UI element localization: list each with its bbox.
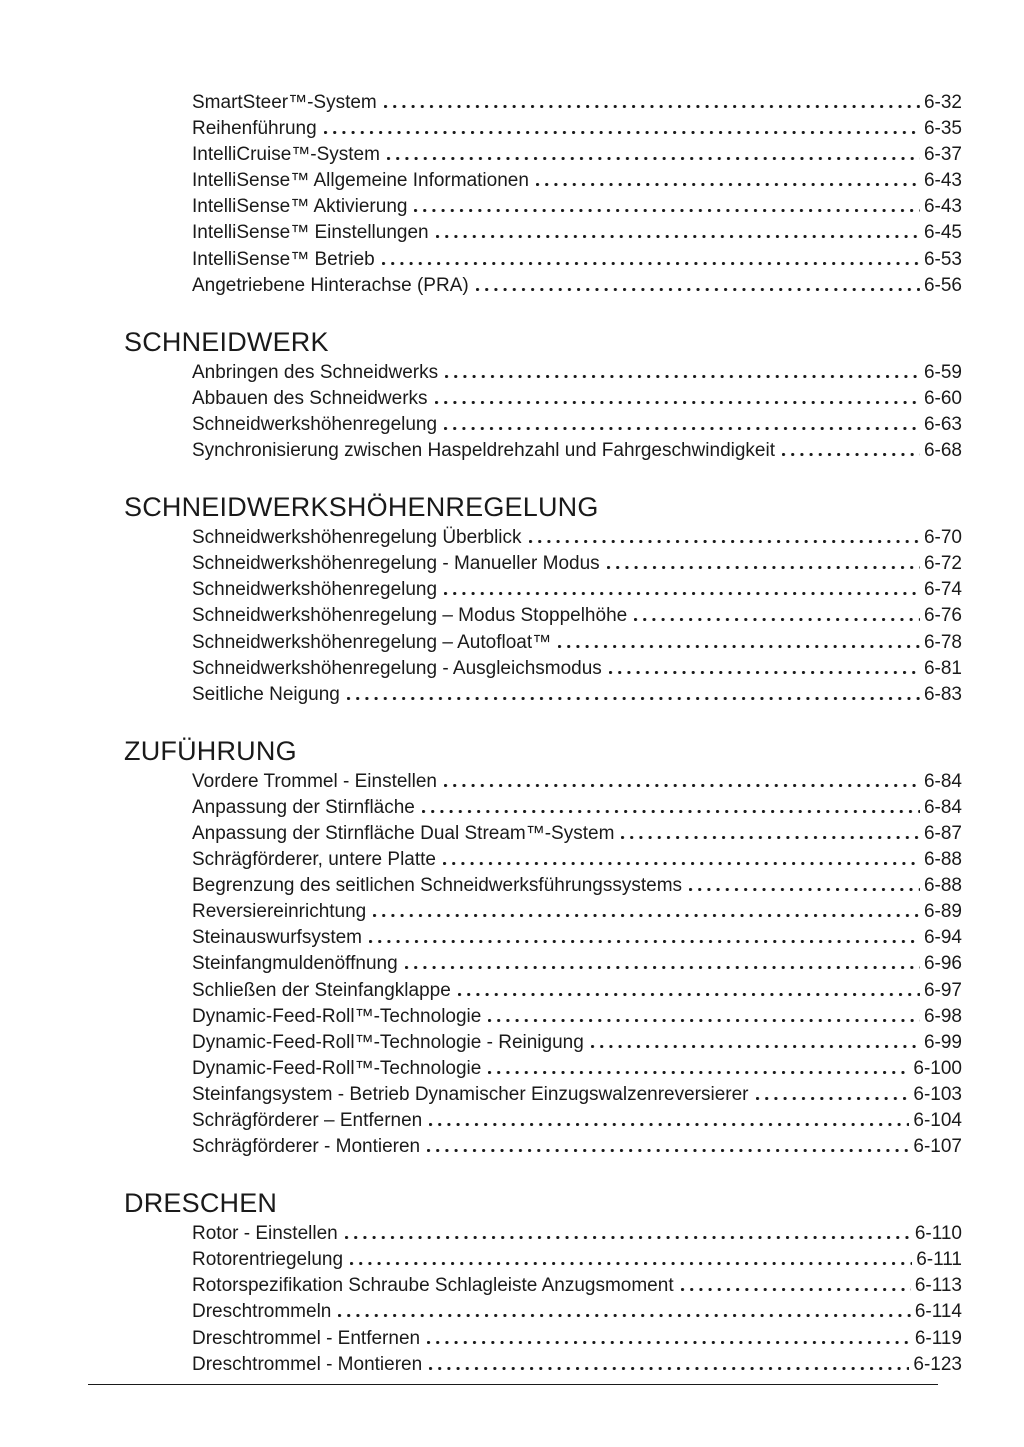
toc-entry-page: 6-119 xyxy=(914,1327,962,1349)
toc-entry xyxy=(192,1108,962,1134)
toc-entry xyxy=(192,1134,962,1160)
toc-entry-page: 6-74 xyxy=(923,579,962,601)
dot-leader xyxy=(445,375,920,378)
toc-entry-page: 6-60 xyxy=(923,387,962,409)
dot-leader xyxy=(488,1071,909,1074)
toc-entry xyxy=(192,1352,962,1378)
toc-entry-title: Schrägförderer - Montieren xyxy=(192,1136,421,1158)
toc-entry-page: 6-59 xyxy=(923,361,962,383)
toc-entry xyxy=(192,438,962,464)
dot-leader xyxy=(689,888,920,891)
toc-entry xyxy=(192,1056,962,1082)
toc-entry-title: Schließen der Steinfangklappe xyxy=(192,979,451,1001)
toc-entry-title: Schneidwerkshöhenregelung – Modus Stoppelhöhe xyxy=(192,605,628,627)
dot-leader xyxy=(347,697,920,700)
toc-entry-page: 6-110 xyxy=(914,1223,962,1245)
toc-entry-title: Schrägförderer – Entfernen xyxy=(192,1110,423,1131)
toc-entry-page: 6-45 xyxy=(923,222,962,244)
dot-leader xyxy=(609,671,920,674)
toc-entry xyxy=(192,116,962,142)
section-heading: SCHNEIDWERK xyxy=(124,326,329,357)
toc-entry-title: Angetriebene Hinterachse (PRA) xyxy=(192,274,469,296)
dot-leader xyxy=(382,262,920,265)
toc-entry xyxy=(192,551,962,577)
toc-entry-title: SmartSteer™-System xyxy=(192,92,377,113)
toc-entry-title: Dynamic-Feed-Roll™-Technologie xyxy=(192,1057,482,1079)
toc-entry xyxy=(192,603,962,629)
dot-leader xyxy=(488,1019,920,1022)
toc-entry xyxy=(192,220,962,246)
toc-entry xyxy=(192,847,962,873)
toc-entry-page: 6-94 xyxy=(923,927,962,949)
toc-entry-title: Anbringen des Schneidwerks xyxy=(192,361,439,383)
toc-entry-title: Schneidwerkshöhenregelung xyxy=(192,579,438,601)
dot-leader xyxy=(436,235,920,238)
dot-leader xyxy=(435,401,920,404)
toc-entry-title: Steinauswurfsystem xyxy=(192,927,363,949)
toc-entry xyxy=(192,630,962,656)
toc-entry-page: 6-96 xyxy=(923,953,962,975)
dot-leader xyxy=(782,453,920,456)
toc-section xyxy=(124,90,962,299)
toc-entry-page: 6-111 xyxy=(916,1249,962,1271)
dot-leader xyxy=(427,1341,911,1344)
toc-entry-page: 6-63 xyxy=(923,413,962,435)
toc-entry-page: 6-37 xyxy=(923,144,962,166)
toc-entry-title: Rotor - Einstellen xyxy=(192,1223,338,1245)
toc-entry-page: 6-70 xyxy=(923,527,962,549)
toc-entry-page: 6-56 xyxy=(923,274,962,296)
toc-entry xyxy=(192,412,962,438)
dot-leader xyxy=(458,993,920,996)
dot-leader xyxy=(444,427,920,430)
toc-entry-page: 6-104 xyxy=(913,1110,962,1131)
section-heading: SCHNEIDWERKSHÖHENREGELUNG xyxy=(124,492,599,523)
toc-entry xyxy=(192,360,962,386)
toc-entry xyxy=(192,925,962,951)
toc-entry-title: Schneidwerkshöhenregelung Überblick xyxy=(192,527,522,549)
toc-entry xyxy=(192,273,962,299)
dot-leader xyxy=(387,157,920,160)
toc-entry-page: 6-103 xyxy=(913,1083,962,1105)
toc-entry-page: 6-81 xyxy=(923,657,962,679)
toc-entry-title: IntelliSense™ Allgemeine Informationen xyxy=(192,170,529,192)
toc-entry-page: 6-89 xyxy=(923,901,962,923)
dot-leader xyxy=(422,810,920,813)
toc-entry-page: 6-98 xyxy=(923,1005,962,1027)
toc-entry-title: Schneidwerkshöhenregelung xyxy=(192,413,438,435)
toc-entry xyxy=(192,168,962,194)
toc-entry-page: 6-76 xyxy=(923,605,962,627)
toc-entry-title: Rotorspezifikation Schraube Schlagleiste Anzugsmoment xyxy=(192,1275,674,1297)
toc-entry-title: Dreschtrommel - Entfernen xyxy=(192,1327,421,1349)
toc-entry-title: Dreschtrommel - Montieren xyxy=(192,1353,423,1375)
toc-entry-title: Reihenführung xyxy=(192,118,317,140)
toc-entry xyxy=(192,1247,962,1273)
dot-leader xyxy=(558,645,920,648)
toc-entry xyxy=(192,682,962,708)
toc-entry-title: Reversiereinrichtung xyxy=(192,901,367,923)
toc-entry-title: Dynamic-Feed-Roll™-Technologie - Reinigung xyxy=(192,1031,584,1053)
toc-entry-page: 6-43 xyxy=(923,170,962,192)
toc-entry xyxy=(192,821,962,847)
toc-entry-title: IntelliSense™ Aktivierung xyxy=(192,196,408,218)
toc-entry-title: IntelliSense™ Betrieb xyxy=(192,248,375,270)
toc-entry xyxy=(192,1004,962,1030)
toc-entry-page: 6-32 xyxy=(923,92,962,113)
toc-entry-page: 6-43 xyxy=(923,196,962,218)
toc-entry-title: Steinfangmuldenöffnung xyxy=(192,953,398,975)
toc-entry-page: 6-97 xyxy=(923,979,962,1001)
dot-leader xyxy=(427,1149,909,1152)
toc-entry-page: 6-123 xyxy=(913,1353,962,1375)
toc-entry-title: Dynamic-Feed-Roll™-Technologie xyxy=(192,1005,482,1027)
dot-leader xyxy=(369,940,920,943)
toc-entry xyxy=(192,656,962,682)
toc-entry-title: Vordere Trommel - Einstellen xyxy=(192,770,437,792)
toc-entry-title: Schneidwerkshöhenregelung - Manueller Modus xyxy=(192,553,600,575)
dot-leader xyxy=(345,1236,911,1239)
dot-leader xyxy=(444,784,920,787)
toc-entry-title: Schneidwerkshöhenregelung - Ausgleichsmodus xyxy=(192,657,602,679)
toc-entry-title: Schneidwerkshöhenregelung – Autofloat™ xyxy=(192,631,552,653)
dot-leader xyxy=(324,131,920,134)
toc-entry-title: IntelliSense™ Einstellungen xyxy=(192,222,429,244)
dot-leader xyxy=(350,1262,912,1265)
toc-entry xyxy=(192,90,962,116)
toc-entry-page: 6-84 xyxy=(923,770,962,792)
toc-entry-page: 6-99 xyxy=(923,1031,962,1053)
dot-leader xyxy=(591,1045,920,1048)
dot-leader xyxy=(384,105,920,108)
toc-entry-page: 6-35 xyxy=(923,118,962,140)
dot-leader xyxy=(429,1367,909,1370)
dot-leader xyxy=(621,836,920,839)
dot-leader xyxy=(634,618,920,621)
toc-entry-page: 6-107 xyxy=(913,1136,962,1158)
dot-leader xyxy=(681,1288,911,1291)
toc-section xyxy=(124,328,962,464)
toc-entry-title: Anpassung der Stirnfläche Dual Stream™-System xyxy=(192,822,615,844)
section-heading: ZUFÜHRUNG xyxy=(124,735,297,766)
dot-leader xyxy=(607,566,920,569)
toc-entry-title: Abbauen des Schneidwerks xyxy=(192,387,428,409)
dot-leader xyxy=(405,966,920,969)
toc-entry-page: 6-88 xyxy=(923,875,962,897)
dot-leader xyxy=(529,540,920,543)
toc-section xyxy=(124,493,962,708)
toc-entry-page: 6-53 xyxy=(923,248,962,270)
toc-entry-page: 6-84 xyxy=(923,796,962,818)
toc-entry xyxy=(192,142,962,168)
toc-page xyxy=(124,0,962,1385)
toc-entry-title: Dreschtrommeln xyxy=(192,1301,332,1323)
dot-leader xyxy=(536,183,920,186)
toc-entry xyxy=(192,873,962,899)
dot-leader xyxy=(476,288,920,291)
toc-entry xyxy=(192,978,962,1004)
toc-entry-title: Rotorentriegelung xyxy=(192,1249,344,1271)
toc-entry-page: 6-87 xyxy=(923,822,962,844)
dot-leader xyxy=(414,209,920,212)
toc-entry xyxy=(192,525,962,551)
dot-leader xyxy=(443,862,920,865)
toc-entry xyxy=(192,577,962,603)
toc-entry-page: 6-114 xyxy=(914,1301,962,1323)
toc-entry xyxy=(192,1221,962,1247)
toc-entry xyxy=(192,194,962,220)
toc-entry xyxy=(192,795,962,821)
toc-entry xyxy=(192,1326,962,1352)
toc-entry-title: Steinfangsystem - Betrieb Dynamischer Einzugswalzenreversierer xyxy=(192,1083,749,1105)
toc-entry-page: 6-68 xyxy=(923,440,962,462)
toc-entry xyxy=(192,899,962,925)
dot-leader xyxy=(756,1097,910,1100)
toc-entry-title: Seitliche Neigung xyxy=(192,683,340,705)
toc-section xyxy=(124,1189,962,1378)
dot-leader xyxy=(373,914,920,917)
dot-leader xyxy=(444,592,920,595)
toc-entry xyxy=(192,1030,962,1056)
toc-section xyxy=(124,737,962,1160)
toc-entry-page: 6-72 xyxy=(923,553,962,575)
toc-entry xyxy=(192,247,962,273)
toc-entry-title: Anpassung der Stirnfläche xyxy=(192,796,415,818)
toc-entry-page: 6-78 xyxy=(923,631,962,653)
toc-entry-page: 6-113 xyxy=(914,1275,962,1297)
section-heading: DRESCHEN xyxy=(124,1188,278,1219)
toc-entry xyxy=(192,386,962,412)
toc-entry-title: Synchronisierung zwischen Haspeldrehzahl und Fahrgeschwindigkeit xyxy=(192,440,775,462)
page-footer-rule xyxy=(88,1384,938,1385)
toc-entry-page: 6-88 xyxy=(923,849,962,871)
toc-entry-title: IntelliCruise™-System xyxy=(192,144,380,166)
toc-entry-title: Begrenzung des seitlichen Schneidwerksführungssystems xyxy=(192,875,683,897)
toc-entry-title: Schrägförderer, untere Platte xyxy=(192,849,436,871)
dot-leader xyxy=(429,1123,909,1126)
toc-entry xyxy=(192,1082,962,1108)
toc-entry xyxy=(192,951,962,977)
dot-leader xyxy=(338,1314,910,1317)
toc-entry-page: 6-83 xyxy=(923,683,962,705)
toc-entry-page: 6-100 xyxy=(913,1057,962,1079)
toc-entry xyxy=(192,1299,962,1325)
toc-entry xyxy=(192,1273,962,1299)
toc-entry xyxy=(192,769,962,795)
